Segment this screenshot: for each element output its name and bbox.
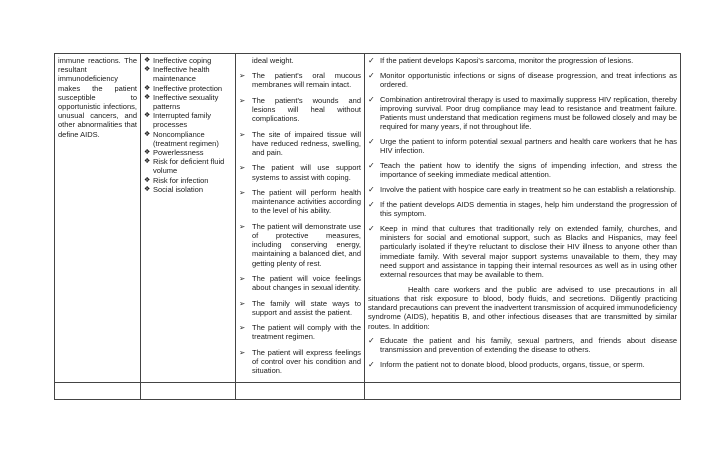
list-item: ❖ Ineffective health maintenance — [144, 65, 232, 83]
table-row — [55, 382, 681, 399]
empty-cell — [365, 382, 681, 399]
assessment-text: immune reactions. The resultant immunodeficiency makes the patient susceptible to opportunistic infections, unusual cancers, and other abnormalities that define AIDS. — [58, 56, 137, 139]
list-item: ❖ Social isolation — [144, 185, 232, 194]
list-item: ✓ If the patient develops Kaposi's sarcoma, monitor the progression of lesions. — [368, 56, 677, 65]
list-item: ➢ The patient will perform health maintenance activities according to the level of his ability. — [239, 188, 361, 216]
outcome-lead-text: ideal weight. — [252, 56, 294, 65]
list-item: ✓ Involve the patient with hospice care early in treatment so he can establish a relationship. — [368, 185, 677, 194]
empty-cell — [55, 382, 141, 399]
additional-interventions-list — [368, 336, 677, 369]
list-item: ✓ Urge the patient to inform potential sexual partners and health care workers that he has HIV infection. — [368, 137, 677, 155]
list-item: ✓ Keep in mind that cultures that traditionally rely on extended family, churches, and ministers for social and emotional support, such as Blacks and Hispanics, may feel particularly isolated if they're reluctant to disclose their HIV illness to anyone other than immediate family. With several major support systems unavailable to them, they may need support and assistance in tapping their internal resources as well as in using other external resources that may be available to them. — [368, 224, 677, 279]
list-item: ❖ Risk for deficient fluid volume — [144, 157, 232, 175]
table-row — [55, 54, 681, 383]
list-item: ✓ If the patient develops AIDS dementia in stages, help him understand the progression of this symptom. — [368, 200, 677, 218]
list-item: ❖ Noncompliance (treatment regimen) — [144, 130, 232, 148]
list-item: ❖ Interrupted family processes — [144, 111, 232, 129]
list-item: ➢ The site of impaired tissue will have reduced redness, swelling, and pain. — [239, 130, 361, 158]
diagnoses-cell — [141, 54, 236, 383]
list-item: ❖ Risk for infection — [144, 176, 232, 185]
empty-cell — [141, 382, 236, 399]
outcomes-cell — [236, 54, 365, 383]
interventions-list — [368, 56, 677, 279]
list-item: ➢ The patient will express feelings of control over his condition and situation. — [239, 348, 361, 376]
list-item: ❖ Powerlessness — [144, 148, 232, 157]
precautions-paragraph: Health care workers and the public are advised to use precautions in all situations that risk exposure to blood, body fluids, and secretions. Diligently practicing standard precautions can prevent the inadvertent transmission of acquired immunodeficiency syndrome (AIDS), hepatitis B, and other infectious diseases that are transmitted by similar routes. In addition: — [368, 284, 677, 331]
diagnoses-list — [144, 56, 232, 194]
outcomes-list — [239, 71, 361, 375]
interventions-cell — [365, 54, 681, 383]
list-item: ✓ Inform the patient not to donate blood, blood products, organs, tissue, or sperm. — [368, 360, 677, 369]
list-item: ❖ Ineffective protection — [144, 84, 232, 93]
list-item: ➢ The patient will demonstrate use of protective measures, including conserving energy, maintaining a balanced diet, and getting plenty of rest. — [239, 222, 361, 268]
empty-cell — [236, 382, 365, 399]
list-item: ➢ The patient will voice feelings about changes in sexual identity. — [239, 274, 361, 292]
list-item: ✓ Educate the patient and his family, sexual partners, and friends about disease transmission and prevention of extending the disease to others. — [368, 336, 677, 354]
list-item: ➢ The family will state ways to support and assist the patient. — [239, 299, 361, 317]
nursing-care-table — [54, 53, 681, 400]
list-item: ➢ The patient will use support systems to assist with coping. — [239, 163, 361, 181]
list-item: ➢ The patient's wounds and lesions will heal without complications. — [239, 96, 361, 124]
list-item: ➢ The patient's oral mucous membranes will remain intact. — [239, 71, 361, 89]
list-item: ❖ Ineffective coping — [144, 56, 232, 65]
list-item: ✓ Combination antiretroviral therapy is used to maximally suppress HIV replication, thereby improving survival. Poor drug compliance may lead to resistance and treatment failure. Patients must understand that medication regimens must be followed closely and may be required for many years, if not throughout life. — [368, 95, 677, 132]
list-item: ❖ Ineffective sexuality patterns — [144, 93, 232, 111]
list-item: ✓ Monitor opportunistic infections or signs of disease progression, and treat infections as ordered. — [368, 71, 677, 89]
list-item: ✓ Teach the patient how to identify the signs of impending infection, and stress the importance of seeking immediate medical attention. — [368, 161, 677, 179]
list-item: ➢ The patient will comply with the treatment regimen. — [239, 323, 361, 341]
assessment-cell — [55, 54, 141, 383]
